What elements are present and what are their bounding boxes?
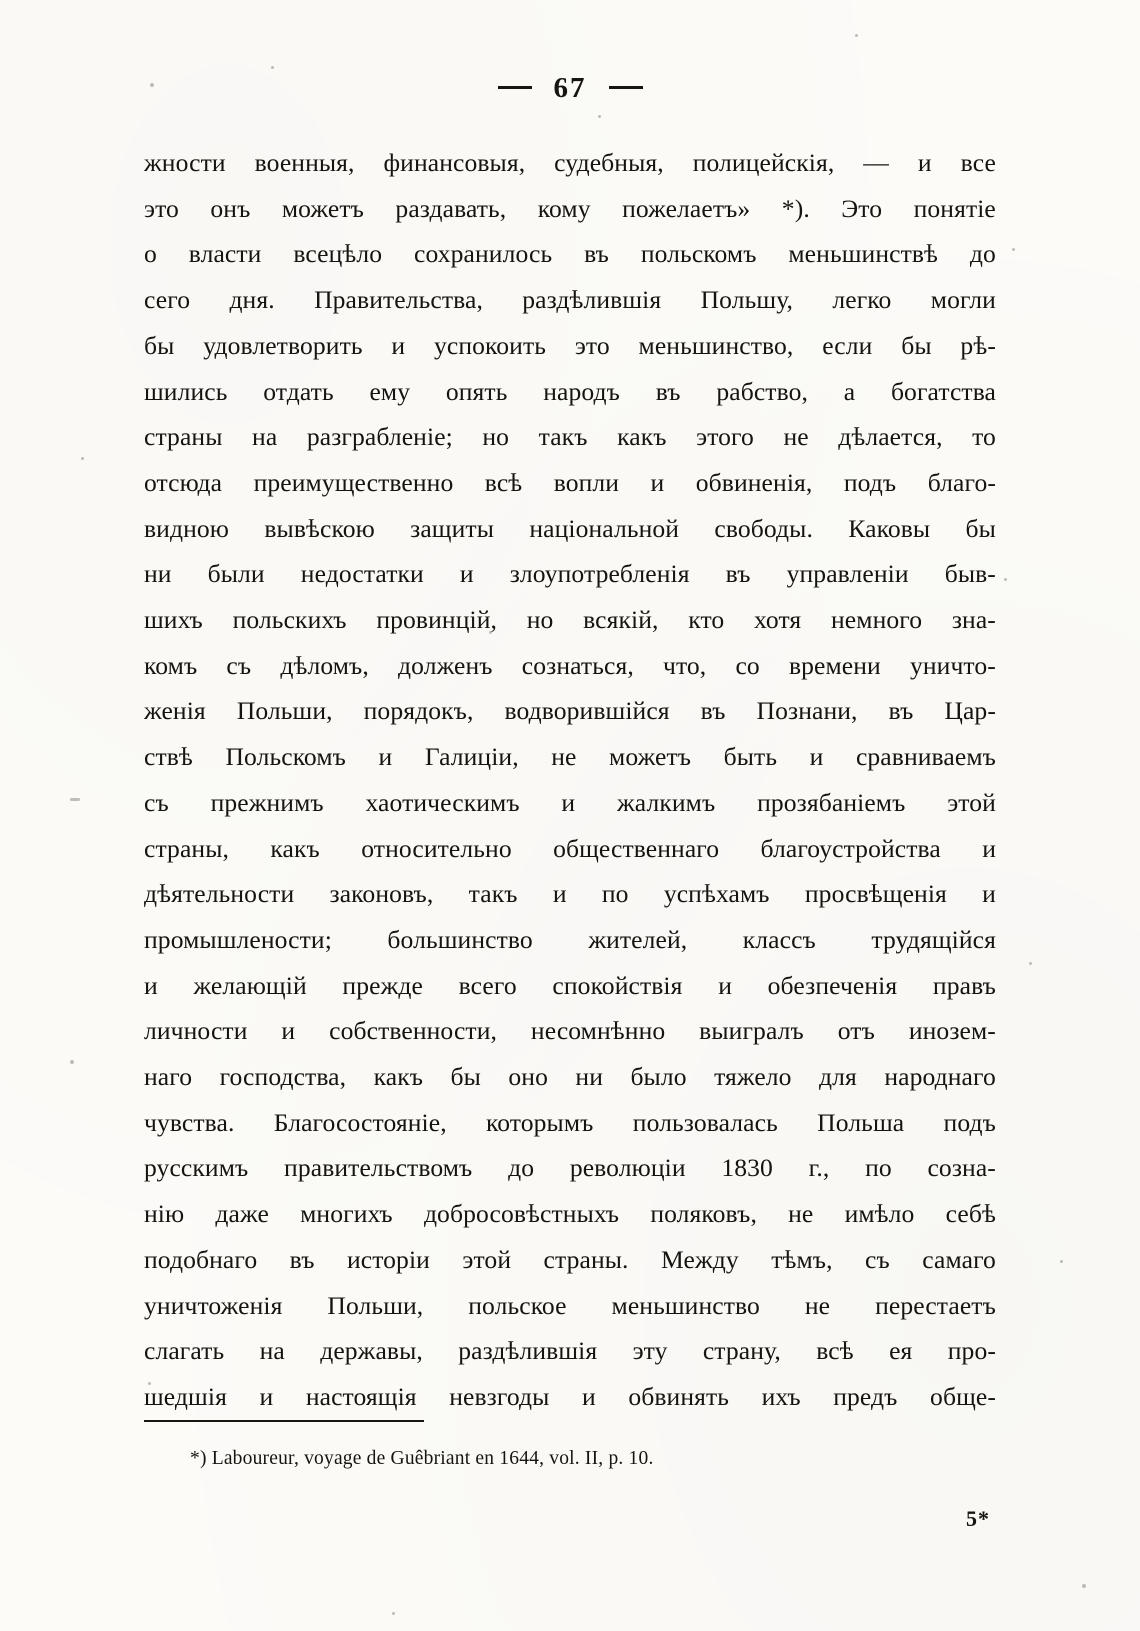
word: но [526,605,554,635]
word: могли [930,285,996,315]
word: просвѣщенія [804,879,947,909]
text-line [144,1328,996,1374]
text-line [144,1145,996,1191]
word: въ [289,1244,315,1274]
word: желающій [193,970,307,1000]
word: — [863,148,889,177]
word: предъ [833,1381,898,1411]
word: кому [537,193,591,223]
word: долженъ [398,650,493,680]
word: Польскомъ [225,742,346,772]
word: національной [529,513,680,543]
word: народнаго [884,1062,996,1092]
word: себѣ [945,1199,996,1229]
word: ихъ [761,1381,801,1411]
word: Каковы [848,513,931,543]
word: защиты [410,513,494,543]
word: зна- [951,605,996,635]
word: и [650,467,665,497]
text-line [144,369,996,415]
word: рѣ- [960,330,996,360]
word: личности [144,1016,248,1046]
word: и [281,1016,296,1046]
text-line [144,1191,996,1237]
word: такъ [538,422,588,452]
word: многихъ [300,1199,393,1229]
word: ствѣ [144,742,193,772]
word: добросовѣстныхъ [423,1199,620,1229]
word: и [982,879,996,909]
word: обвинять [628,1381,730,1411]
word: вопли [553,467,620,497]
word: ея [889,1336,913,1366]
text-line [144,871,996,917]
text-line [144,460,996,506]
word: если [822,330,873,360]
word: созна- [927,1153,996,1183]
word: порядокъ, [363,696,474,726]
word: имѣло [844,1199,915,1229]
word: не [788,1199,814,1229]
word: несомнѣнно [530,1016,666,1046]
word: не [804,1290,831,1320]
word: какъ [270,833,320,863]
word: дня. [229,285,275,315]
footnote-separator [144,1420,424,1422]
word: жалкимъ [616,787,716,817]
word: быв- [944,559,996,589]
word: всецѣло [293,239,383,269]
word: Польшу, [700,285,794,315]
word: кто [688,605,725,635]
word: сознаться, [521,650,634,680]
word: 1830 [721,1153,773,1183]
word: отъ [837,1016,875,1046]
word: отдать [263,376,334,406]
word: этого [696,422,754,452]
word: выигралъ [699,1016,804,1046]
word: Благосостояніе, [273,1107,447,1137]
word: страны [144,422,223,452]
word: Познани, [756,696,858,726]
word: этой [947,787,996,817]
word: сравниваемъ [855,742,996,772]
text-line [144,1374,996,1420]
word: поляковъ, [650,1199,757,1229]
word: комъ [144,650,198,680]
text-line [144,506,996,552]
text-line [144,1237,996,1283]
word: видною [144,513,230,543]
word: уничто- [909,650,996,680]
word: въ [700,696,726,726]
word: полицейскія, [692,148,835,177]
word: тѣмъ, [771,1244,833,1274]
word: благо- [927,467,996,497]
word: можетъ [281,193,364,223]
word: жности [144,148,226,177]
paper-speck [598,115,601,118]
word: Польши, [327,1290,424,1320]
word: обвиненія, [695,467,813,497]
word: было [630,1062,687,1092]
text-line [144,277,996,323]
word: настоящія [305,1381,417,1411]
word: и [552,879,567,909]
word: богатства [890,376,996,406]
word: подъ [943,1107,996,1137]
word: шедшія [144,1381,227,1411]
word: этой [462,1244,512,1274]
word: недостатки [300,559,424,589]
word: можетъ [609,742,692,772]
word: революціи [569,1153,686,1183]
word: но [482,422,510,452]
word: по [865,1153,892,1183]
text-line [144,140,996,186]
word: господства, [219,1062,347,1092]
word: немного [831,605,923,635]
word: страны. [543,1244,629,1274]
header-rule-left [498,86,532,89]
word: и [982,833,996,863]
word: Польши, [236,696,333,726]
word: страну, [702,1336,781,1366]
word: удовлетворить [203,330,363,360]
word: раздѣлившія [458,1336,598,1366]
text-line [144,231,996,277]
word: раздавать, [395,193,507,223]
word: меньшинство, [638,330,794,360]
word: ни [144,559,172,589]
word: исторіи [346,1244,430,1274]
word: бы [965,513,996,543]
word: меньшинство [611,1290,760,1320]
word: и [561,787,576,817]
word: страны, [144,833,230,863]
word: слагать [144,1336,225,1366]
word: прозябаніемъ [757,787,906,817]
word: управленіи [786,559,909,589]
word: правъ [932,970,996,1000]
body-text [144,140,996,1420]
word: въ [888,696,914,726]
word: до [508,1153,535,1183]
word: отсюда [144,467,223,497]
word: державы, [320,1336,423,1366]
page-number-header [0,72,1140,105]
word: успокоить [434,330,547,360]
word: со [735,650,760,680]
word: судебныя, [554,148,664,177]
word: ни [575,1062,603,1092]
word: успѣхамъ [663,879,770,909]
word: и [718,970,732,1000]
footnote-text: *) Laboureur, voyage de Guêbriant en 1644, vol. II, p. 10. [190,1448,654,1469]
word: разграбленіе; [306,422,453,452]
word: прежнимъ [210,787,324,817]
word: какъ [373,1062,424,1092]
word: то [972,422,996,452]
word: водворившійся [504,696,670,726]
word: злоупотребленія [509,559,690,589]
word: про- [947,1336,996,1366]
word: русскимъ [144,1153,249,1183]
word: понятіе [913,193,996,223]
signature-mark: 5* [966,1506,990,1531]
word: г., [808,1153,830,1183]
word: всякій, [583,605,659,635]
word: рабство, [716,376,808,406]
paper-speck [70,798,80,801]
word: бы [144,330,175,360]
word: даже [215,1199,269,1229]
paper-speck [1004,578,1007,581]
header-rule-right [609,86,643,89]
word: невзгоды [449,1381,550,1411]
text-line [144,826,996,872]
word: чувства. [144,1107,235,1137]
paper-speck [1082,1584,1086,1588]
word: которымъ [486,1107,594,1137]
word: женія [144,696,206,726]
page-number: 67 [553,72,587,104]
word: все [960,148,996,177]
paper-speck [392,1612,395,1615]
word: шихъ [144,605,203,635]
word: какъ [617,422,667,452]
text-line [144,414,996,460]
word: жителей, [588,924,688,954]
text-line [144,780,996,826]
word: съ [144,787,169,817]
word: въ [584,239,609,269]
word: легко [832,285,892,315]
word: и [144,970,158,1000]
word: польскомъ [640,239,757,269]
word: всего [458,970,517,1000]
paper-speck [1012,248,1015,251]
word: шились [144,376,228,406]
word: раздѣлившія [522,285,662,315]
word: онъ [210,193,251,223]
word: дѣломъ, [280,650,369,680]
word: и [378,742,393,772]
word: подобнаго [144,1244,258,1274]
word: законовъ, [329,879,434,909]
word: пожелаетъ» [622,193,751,223]
word: *). [781,193,810,223]
word: эту [632,1336,668,1366]
word: перестаетъ [875,1290,996,1320]
word: промышлености; [144,924,332,954]
word: дѣятельности [144,879,295,909]
word: обезпеченія [767,970,898,1000]
word: Правительства, [314,285,483,315]
text-line [144,1054,996,1100]
word: бы [450,1062,481,1092]
word: всѣ [484,467,523,497]
paper-speck [1060,1260,1063,1263]
word: сохранилось [414,239,553,269]
word: относительно [361,833,512,863]
word: до [969,239,996,269]
word: хаотическимъ [365,787,520,817]
text-line [144,551,996,597]
word: оно [508,1062,548,1092]
word: классъ [742,924,816,954]
word: опять [445,376,508,406]
word: дѣлается, [838,422,943,452]
word: и [259,1381,274,1411]
word: Польша [817,1107,905,1137]
word: для [819,1062,857,1092]
word: въ [655,376,681,406]
word: что, [662,650,707,680]
paper-speck [855,34,858,37]
word: времени [788,650,881,680]
word: это [574,330,610,360]
word: бы [901,330,932,360]
text-line [144,643,996,689]
word: вывѣскою [264,513,375,543]
word: и [809,742,824,772]
paper-speck [271,66,274,69]
text-line [144,963,996,1009]
word: и [391,330,406,360]
word: власти [188,239,262,269]
word: военныя, [254,148,355,177]
paper-speck [81,457,84,460]
word: о [144,239,157,269]
word: наго [144,1062,193,1092]
paragraph [144,140,996,1420]
word: не [783,422,809,452]
word: трудящійся [871,924,996,954]
text-line [144,688,996,734]
paper-speck [70,1060,74,1064]
word: съ [226,650,252,680]
word: собственности, [329,1016,498,1046]
word: подъ [843,467,897,497]
text-line [144,1100,996,1146]
word: уничтоженія [144,1290,283,1320]
text-line [144,1008,996,1054]
paper-speck [1029,962,1032,965]
text-line [144,734,996,780]
word: Галиціи, [424,742,519,772]
word: благоустройства [760,833,941,863]
word: провинцій, [376,605,498,635]
word: пользовалась [632,1107,778,1137]
word: на [252,422,278,452]
word: и [917,148,932,177]
word: Цар- [944,696,996,726]
word: Между [660,1244,739,1274]
word: быть [723,742,778,772]
word: самаго [922,1244,996,1274]
word: это [144,193,179,223]
text-line [144,1283,996,1329]
word: спокойствія [552,970,683,1000]
word: хотя [754,605,802,635]
word: всѣ [816,1336,854,1366]
word: на [259,1336,285,1366]
word: такъ [468,879,518,909]
word: правительствомъ [284,1153,473,1183]
word: не [551,742,577,772]
word: финансовыя, [383,148,526,177]
word: тяжело [714,1062,792,1092]
word: обще- [930,1381,996,1411]
word: народъ [543,376,620,406]
word: прежде [342,970,423,1000]
word: съ [865,1244,890,1274]
text-line [144,917,996,963]
word: а [843,376,856,406]
word: и [459,559,474,589]
word: польскихъ [232,605,347,635]
text-line [144,597,996,643]
word: въ [725,559,751,589]
word: инозем- [908,1016,996,1046]
text-line [144,323,996,369]
word: преимущественно [253,467,454,497]
word: общественнаго [553,833,720,863]
word: сего [144,285,191,315]
text-line [144,186,996,232]
word: польское [468,1290,567,1320]
word: были [207,559,265,589]
word: меньшинствѣ [788,239,939,269]
word: нію [144,1199,185,1229]
word: свободы. [714,513,813,543]
word: и [581,1381,596,1411]
word: Это [841,193,883,223]
word: ему [369,376,411,406]
word: по [601,879,629,909]
word: большинство [387,924,533,954]
